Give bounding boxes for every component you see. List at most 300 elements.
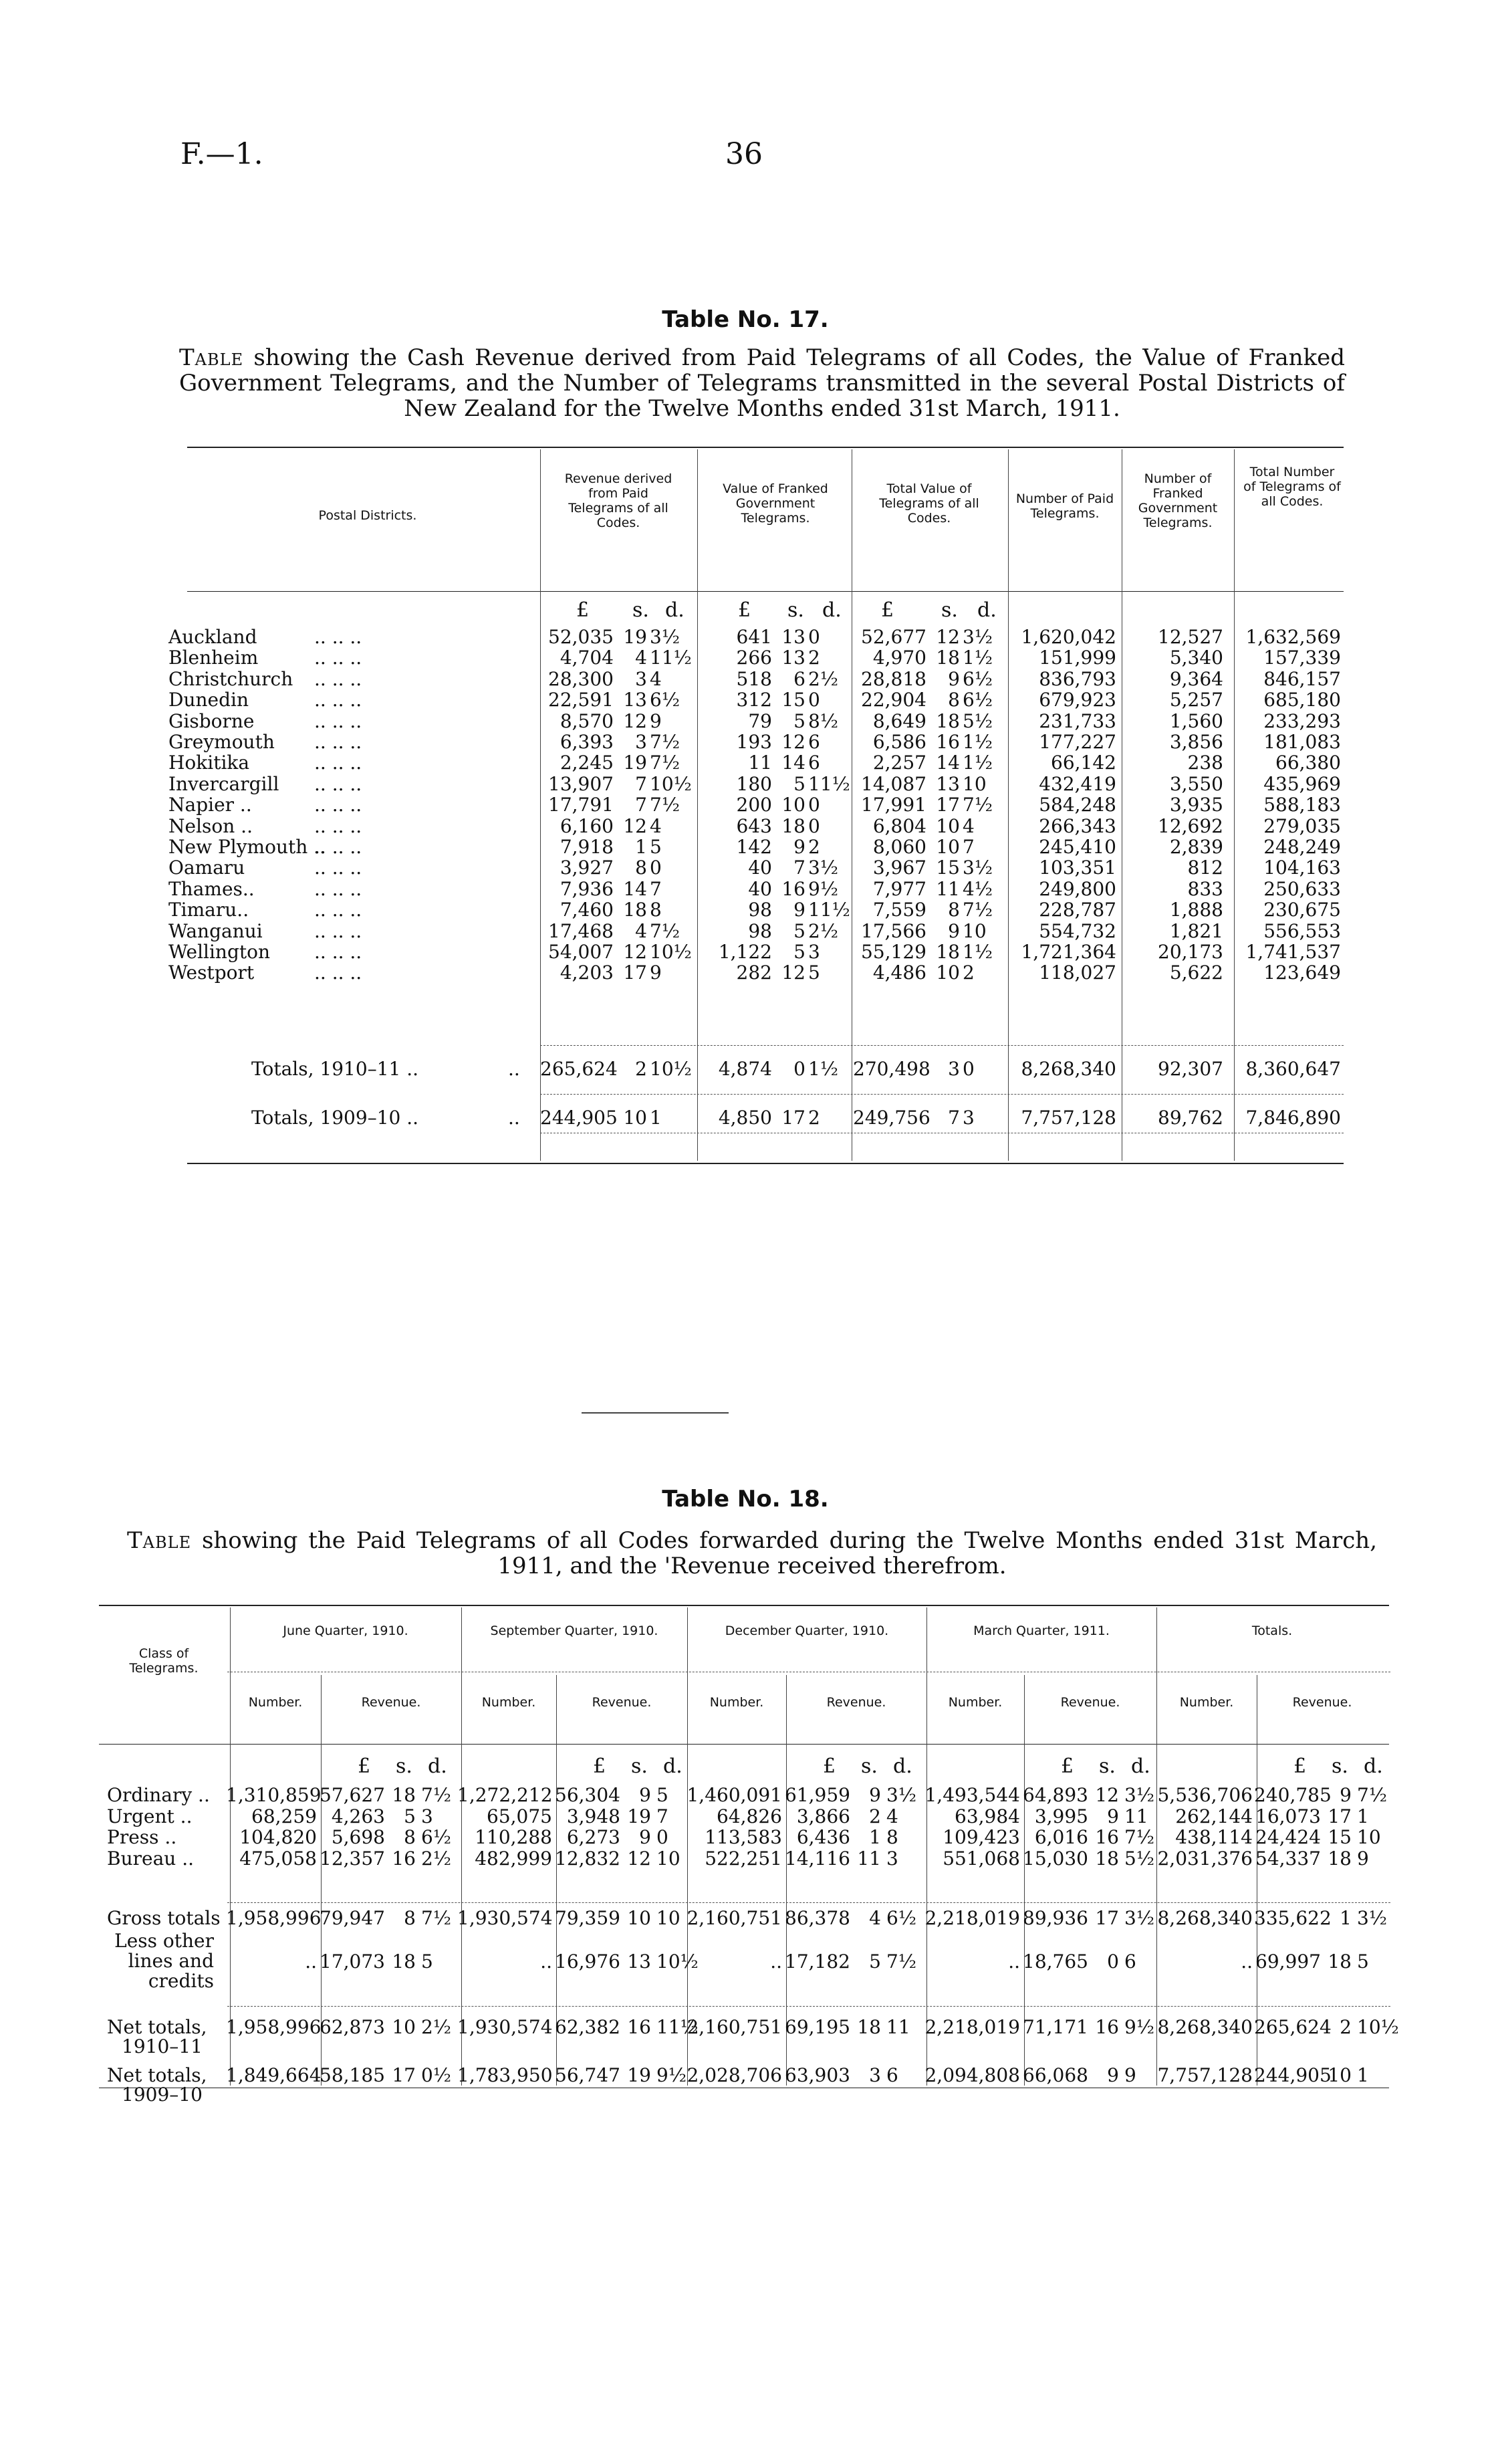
table17-franked-number: 12,692	[1158, 814, 1223, 837]
table18-row-shillings: 9	[1340, 1784, 1352, 1806]
table17-revenue-pounds: 8,570	[560, 709, 614, 732]
table18-head-quarter: June Quarter, 1910.	[283, 1623, 408, 1638]
table17-revenue-shillings: 4	[635, 919, 647, 942]
table17-franked-number: 833	[1187, 877, 1223, 900]
table18-head-revenue: Revenue.	[1292, 1695, 1352, 1710]
table17-franked-value-pounds: 98	[748, 899, 772, 921]
table17-total-value-pence: 6½	[963, 689, 993, 711]
table18-net-shillings: 16	[627, 2016, 651, 2038]
table17-total-value-shillings: 8	[948, 689, 960, 711]
table17-totals-franked-number: 92,307	[1158, 1058, 1223, 1080]
table18-gross-label: Gross totals	[107, 1907, 221, 1929]
table17-paid-number: 836,793	[1039, 667, 1116, 690]
table17-totals-franked-value-pence: 2	[808, 1107, 820, 1129]
table18-row-shillings: 16	[392, 1847, 416, 1870]
table17-district-label: Nelson ..	[168, 814, 253, 837]
t18-unit-pound: £	[1061, 1755, 1074, 1778]
table17-revenue-pence: 11½	[650, 647, 692, 669]
table18-head-revenue: Revenue.	[826, 1695, 886, 1710]
table17-paid-number: 1,721,364	[1021, 941, 1116, 963]
t17-unit-pound: £	[881, 598, 894, 622]
table17-total-value-pounds: 17,566	[861, 919, 926, 942]
table17-total-value-pence: 10	[963, 919, 987, 942]
table17-district-label: Wellington	[168, 941, 271, 963]
table17-total-number: 1,741,537	[1245, 941, 1341, 963]
table18-row-number: 1,460,091	[687, 1784, 782, 1806]
table17-franked-number: 1,888	[1169, 899, 1223, 921]
table17-totals-franked-number: 89,762	[1158, 1107, 1223, 1129]
table18-less-pence: 5	[1357, 1950, 1369, 1973]
table17-leader-dots: .. .. ..	[314, 709, 362, 732]
table17-total-value-pounds: 4,970	[872, 647, 926, 669]
table18-title: Table No. 18.	[662, 1486, 829, 1513]
table18-row-pounds: 57,627	[320, 1784, 385, 1806]
table17-franked-value-shillings: 7	[793, 857, 805, 879]
table17-total-value-pounds: 7,977	[872, 877, 926, 900]
table17-franked-value-pounds: 518	[736, 667, 772, 690]
table18-row-shillings: 8	[404, 1826, 416, 1848]
table17-revenue-shillings: 18	[623, 899, 647, 921]
table18-class-label: Urgent ..	[107, 1805, 193, 1827]
table17-leader-dots: .. .. ..	[314, 667, 362, 690]
table17-total-value-pence: 3½	[963, 857, 993, 879]
table17-revenue-pounds: 52,035	[548, 626, 614, 648]
table17-total-value-pounds: 6,586	[872, 731, 926, 753]
table17-paid-number: 266,343	[1039, 814, 1116, 837]
table18-row-pence: 3½	[1124, 1784, 1154, 1806]
table17-totals-revenue-shillings: 10	[623, 1107, 647, 1129]
table17-franked-value-pounds: 180	[736, 772, 772, 795]
table18-gross-shillings: 1	[1340, 1907, 1352, 1929]
table17-total-value-pounds: 28,818	[861, 667, 926, 690]
table18-net-pounds: 62,382	[555, 2016, 620, 2038]
table17-franked-value-pounds: 312	[736, 689, 772, 711]
table18-gross-pounds: 79,359	[555, 1907, 620, 1929]
t17-unit-d: d.	[977, 598, 997, 622]
table17-franked-value-shillings: 5	[793, 772, 805, 795]
table18-gross-rule	[227, 1902, 1390, 1903]
table17-total-number: 181,083	[1263, 731, 1341, 753]
table18-class-label: Bureau ..	[107, 1847, 194, 1870]
table18-row-number: 109,423	[943, 1826, 1020, 1848]
t17-unit-s: s.	[632, 598, 649, 622]
table17-revenue-pence: 7½	[650, 919, 680, 942]
table17-total-value-shillings: 18	[936, 709, 960, 732]
table18-row-shillings: 12	[627, 1847, 651, 1870]
table18-head-revenue: Revenue.	[592, 1695, 652, 1710]
table18-net-shillings: 9	[1107, 2064, 1119, 2086]
table17-paid-number: 228,787	[1039, 899, 1116, 921]
table17-total-number: 685,180	[1263, 689, 1341, 711]
table17-leader-dots: .. .. ..	[314, 919, 362, 942]
table17-total-value-shillings: 11	[936, 877, 960, 900]
table17-total-number: 104,163	[1263, 857, 1341, 879]
table18-head-class: Class of Telegrams.	[129, 1646, 199, 1676]
table17-revenue-pounds: 17,468	[548, 919, 614, 942]
table17-leader-dots: .. .. ..	[314, 962, 362, 984]
table17-total-value-shillings: 14	[936, 752, 960, 774]
table17-paid-number: 679,923	[1039, 689, 1116, 711]
table18-gross-shillings: 4	[869, 1907, 881, 1929]
table18-less-pounds: 16,976	[555, 1950, 620, 1973]
table18-less-pence: 6	[1124, 1950, 1136, 1973]
table17-franked-value-shillings: 16	[781, 877, 805, 900]
table18-less-shillings: 0	[1107, 1950, 1119, 1973]
table18-head-number: Number.	[709, 1695, 764, 1710]
table17-totals-revenue-pence: 1	[650, 1107, 662, 1129]
table18-gross-number: 2,160,751	[687, 1907, 782, 1929]
table18-row-pence: 3	[421, 1805, 433, 1827]
table18-gross-pounds: 335,622	[1254, 1907, 1332, 1929]
table18-top-rule	[99, 1605, 1389, 1606]
table18-caption-lead: Table	[127, 1527, 192, 1554]
table17-franked-value-pence: 2½	[808, 667, 838, 690]
table17-franked-number: 1,821	[1169, 919, 1223, 942]
table18-gross-pence: 7½	[421, 1907, 451, 1929]
table18-row-shillings: 9	[1107, 1805, 1119, 1827]
table17-paid-number: 584,248	[1039, 794, 1116, 816]
table18-gross-shillings: 10	[627, 1907, 651, 1929]
table17-franked-number: 3,935	[1169, 794, 1223, 816]
table17-revenue-shillings: 12	[623, 941, 647, 963]
table17-revenue-pence: 4	[650, 667, 662, 690]
table18-row-pence: 0	[656, 1826, 668, 1848]
table17-paid-number: 1,620,042	[1021, 626, 1116, 648]
table17-revenue-pounds: 2,245	[560, 752, 614, 774]
table18-net-pence: 1	[1357, 2064, 1369, 2086]
table17-franked-value-shillings: 9	[793, 899, 805, 921]
table17-district-label: Oamaru	[168, 857, 245, 879]
table17-district-label: Blenheim	[168, 647, 259, 669]
table17-total-value-pence: 1½	[963, 941, 993, 963]
table17-paid-number: 249,800	[1039, 877, 1116, 900]
table18-less-label: credits	[148, 1970, 214, 1992]
table17-district-label: New Plymouth ..	[168, 836, 326, 858]
table17-franked-number: 20,173	[1158, 941, 1223, 963]
table18-less-shillings: 5	[869, 1950, 881, 1973]
table17-revenue-pounds: 4,704	[560, 647, 614, 669]
table18-less-number: ..	[1241, 1950, 1253, 1973]
table17-revenue-pence: 10½	[650, 772, 692, 795]
table18-row-pounds: 16,073	[1255, 1805, 1321, 1827]
table18-row-number: 1,272,212	[457, 1784, 553, 1806]
t17-unit-pound: £	[576, 598, 590, 622]
t18-unit-d: d.	[1364, 1755, 1383, 1778]
table18-less-label: Less other	[114, 1930, 214, 1952]
table18-class-label: Press ..	[107, 1826, 177, 1848]
table17-district-label: Invercargill	[168, 772, 279, 795]
table18-net-pence: 9½	[1124, 2016, 1154, 2038]
table17-franked-value-pounds: 142	[736, 836, 772, 858]
table17-caption-text: showing the Cash Revenue derived from Paid Telegrams of all Codes, the Value of Franked Government Telegrams, and the Number of Telegrams transmitted in the several Postal Districts of New Zealand for the Twelve Months ended 31st March, 1911.	[179, 344, 1345, 422]
table17-revenue-shillings: 4	[635, 647, 647, 669]
table18-row-pence: 7	[656, 1805, 668, 1827]
table18-net-pounds: 62,873	[320, 2016, 385, 2038]
table18-row-pence: 1	[1357, 1805, 1369, 1827]
table17-total-value-pounds: 3,967	[872, 857, 926, 879]
table18-less-number: ..	[1008, 1950, 1020, 1973]
table18-gross-pence: 3½	[1124, 1907, 1154, 1929]
table18-row-pence: 11	[1124, 1805, 1148, 1827]
table18-net-label: Net totals,	[107, 2016, 207, 2038]
table18-row-pounds: 3,995	[1034, 1805, 1088, 1827]
table17-total-value-pence: 1½	[963, 731, 993, 753]
table18-row-pounds: 61,959	[785, 1784, 850, 1806]
table17-head-franked-value: Value of Franked Government Telegrams.	[723, 481, 828, 526]
table18-row-number: 262,144	[1175, 1805, 1253, 1827]
table17-revenue-pence: 10½	[650, 941, 692, 963]
table18-row-pounds: 6,273	[566, 1826, 620, 1848]
table17-head-district: Postal Districts.	[318, 508, 417, 523]
table17-revenue-shillings: 3	[635, 731, 647, 753]
table18-row-number: 1,310,859	[226, 1784, 322, 1806]
table17-franked-value-pence: 2	[808, 836, 820, 858]
table18-row-pounds: 14,116	[785, 1847, 850, 1870]
table17-totals-total-value-pence: 0	[963, 1058, 975, 1080]
table18-row-number: 482,999	[475, 1847, 552, 1870]
table17-revenue-pence: 3½	[650, 626, 680, 648]
table17-total-number: 157,339	[1263, 647, 1341, 669]
t17-unit-pound: £	[738, 598, 751, 622]
table17-revenue-shillings: 8	[635, 857, 647, 879]
table17-leader-dots: .. .. ..	[314, 941, 362, 963]
table17-leader-dots: .. .. ..	[314, 752, 362, 774]
table18-row-shillings: 5	[404, 1805, 416, 1827]
table17-total-number: 279,035	[1263, 814, 1341, 837]
table17-franked-value-pounds: 1,122	[718, 941, 772, 963]
table18-gross-number: 2,218,019	[924, 1907, 1020, 1929]
table17-district-label: Westport	[168, 962, 255, 984]
table18-net-pence: 0½	[421, 2064, 451, 2086]
table17-paid-number: 66,142	[1051, 752, 1116, 774]
table17-district-label: Hokitika	[168, 752, 250, 774]
table18-class-label: Ordinary ..	[107, 1784, 210, 1806]
table18-less-pounds: 17,182	[785, 1950, 850, 1973]
table18-net-number: 2,160,751	[687, 2016, 782, 2038]
t18-unit-s: s.	[861, 1755, 878, 1778]
table18-row-shillings: 18	[392, 1784, 416, 1806]
table18-net-pounds: 58,185	[320, 2064, 385, 2086]
table18-row-pence: 4	[886, 1805, 898, 1827]
table17-franked-value-pounds: 79	[748, 709, 772, 732]
table18-net-number: 2,218,019	[924, 2016, 1020, 2038]
table17-paid-number: 103,351	[1039, 857, 1116, 879]
table17-total-value-shillings: 15	[936, 857, 960, 879]
table17-total-value-pence: 7	[963, 836, 975, 858]
table17-total-value-shillings: 17	[936, 794, 960, 816]
table17-total-value-pence: 4	[963, 814, 975, 837]
table17-total-value-pence: 3½	[963, 626, 993, 648]
table17-totals-total-value-pounds: 249,756	[853, 1107, 930, 1129]
table18-net-pounds: 265,624	[1254, 2016, 1332, 2038]
table17-total-value-pence: 5½	[963, 709, 993, 732]
t18-unit-d: d.	[428, 1755, 447, 1778]
table18-row-pounds: 24,424	[1255, 1826, 1321, 1848]
table17-total-value-pence: 7½	[963, 899, 993, 921]
table18-net-shillings: 10	[392, 2016, 416, 2038]
table17-total-value-pence: 1½	[963, 752, 993, 774]
table17-leader-dots: .. .. ..	[314, 814, 362, 837]
table18-net-pence: 11	[886, 2016, 910, 2038]
table18-row-shillings: 9	[639, 1784, 651, 1806]
table18-row-pounds: 15,030	[1023, 1847, 1088, 1870]
table17-leader-dots: .. .. ..	[314, 689, 362, 711]
table18-gross-pounds: 89,936	[1023, 1907, 1088, 1929]
table18-head-number: Number.	[248, 1695, 303, 1710]
table17-paid-number: 245,410	[1039, 836, 1116, 858]
table17-franked-number: 2,839	[1169, 836, 1223, 858]
table18-net-number: 1,849,664	[226, 2064, 322, 2086]
table17-revenue-shillings: 7	[635, 794, 647, 816]
table18-less-label: lines and	[128, 1950, 214, 1972]
table17-franked-value-pence: 6	[808, 752, 820, 774]
table17-franked-value-pence: 2½	[808, 919, 838, 942]
table17-district-label: Dunedin	[168, 689, 249, 711]
table17-total-number: 123,649	[1263, 962, 1341, 984]
table17-total-value-pounds: 4,486	[872, 962, 926, 984]
table18-net-pounds: 63,903	[785, 2064, 850, 2086]
table17-leader-dots: ..	[508, 1107, 520, 1129]
table17-total-value-pounds: 55,129	[861, 941, 926, 963]
table18-head-quarter: December Quarter, 1910.	[725, 1623, 889, 1638]
table18-less-pence: 10½	[656, 1950, 699, 1973]
table18-gross-shillings: 17	[1095, 1907, 1119, 1929]
table18-net-shillings: 19	[627, 2064, 651, 2086]
table18-less-pounds: 17,073	[320, 1950, 385, 1973]
table17-district-label: Timaru..	[168, 899, 249, 921]
table17-revenue-pounds: 6,160	[560, 814, 614, 837]
table18-caption-text: showing the Paid Telegrams of all Codes forwarded during the Twelve Months ended 31st March, 1911, and the 'Revenue received therefrom.	[201, 1527, 1377, 1579]
t18-unit-d: d.	[893, 1755, 912, 1778]
table18-head-quarter: Totals.	[1251, 1623, 1293, 1638]
table17-total-number: 435,969	[1263, 772, 1341, 795]
table17-total-value-pounds: 17,991	[861, 794, 926, 816]
table17-leader-dots: .. .. ..	[314, 857, 362, 879]
table17-franked-number: 238	[1187, 752, 1223, 774]
table17-franked-value-pence: 0	[808, 794, 820, 816]
table18-row-number: 475,058	[239, 1847, 317, 1870]
table17-revenue-pence: 9	[650, 962, 662, 984]
table18-net-number: 7,757,128	[1157, 2064, 1253, 2086]
table17-revenue-pence: 4	[650, 814, 662, 837]
table17-total-number: 230,675	[1263, 899, 1341, 921]
table17-total-value-shillings: 16	[936, 731, 960, 753]
table17-revenue-shillings: 14	[623, 877, 647, 900]
table18-row-number: 64,826	[717, 1805, 782, 1827]
table17-franked-number: 1,560	[1169, 709, 1223, 732]
table17-totals-franked-value-pence: 1½	[808, 1058, 838, 1080]
t18-unit-s: s.	[1099, 1755, 1116, 1778]
table17-leader-dots: .. .. ..	[314, 731, 362, 753]
t18-unit-pound: £	[358, 1755, 371, 1778]
table17-franked-value-pence: 9½	[808, 877, 838, 900]
table17-leader-dots: .. .. ..	[314, 899, 362, 921]
table17-revenue-pounds: 28,300	[548, 667, 614, 690]
table17-franked-value-shillings: 14	[781, 752, 805, 774]
table17-franked-value-shillings: 18	[781, 814, 805, 837]
table17-head-total-value: Total Value of Telegrams of all Codes.	[879, 481, 979, 526]
table17-revenue-pence: 6½	[650, 689, 680, 711]
table17-revenue-pounds: 13,907	[548, 772, 614, 795]
table17-total-number: 250,633	[1263, 877, 1341, 900]
table18-net-shillings: 10	[1328, 2064, 1352, 2086]
table17-totals-paid-number: 7,757,128	[1021, 1107, 1116, 1129]
t17-unit-d: d.	[665, 598, 685, 622]
table17-revenue-shillings: 19	[623, 752, 647, 774]
table17-total-value-pounds: 7,559	[872, 899, 926, 921]
table18-row-pence: 5	[656, 1784, 668, 1806]
table18-row-number: 104,820	[239, 1826, 317, 1848]
page-number: 36	[725, 137, 763, 171]
table18-net-rule	[227, 2006, 1390, 2007]
table18-head-quarter: September Quarter, 1910.	[490, 1623, 658, 1638]
table17-total-number: 588,183	[1263, 794, 1341, 816]
table18-row-shillings: 19	[627, 1805, 651, 1827]
table17-franked-number: 5,622	[1169, 962, 1223, 984]
table17-franked-number: 3,550	[1169, 772, 1223, 795]
table18-row-pence: 5½	[1124, 1847, 1154, 1870]
table18-row-pounds: 3,948	[566, 1805, 620, 1827]
table18-net-number: 8,268,340	[1157, 2016, 1253, 2038]
table17-franked-value-shillings: 12	[781, 962, 805, 984]
t18-unit-pound: £	[823, 1755, 836, 1778]
table18-net-number: 1,783,950	[457, 2064, 553, 2086]
t18-unit-s: s.	[396, 1755, 412, 1778]
table18-row-pence: 7½	[421, 1784, 451, 1806]
table17-revenue-pounds: 7,936	[560, 877, 614, 900]
table18-head-revenue: Revenue.	[361, 1695, 421, 1710]
table17-leader-dots: .. .. ..	[314, 772, 362, 795]
table18-net-pounds: 244,905	[1254, 2064, 1332, 2086]
table17-district-label: Thames..	[168, 877, 255, 900]
table17-franked-value-pence: 3½	[808, 857, 838, 879]
table17-district-label: Napier ..	[168, 794, 252, 816]
table18-less-pounds: 18,765	[1023, 1950, 1088, 1973]
table18-row-pence: 9	[1357, 1847, 1369, 1870]
table17-paid-number: 554,732	[1039, 919, 1116, 942]
table17-revenue-pence: 0	[650, 857, 662, 879]
t18-unit-d: d.	[663, 1755, 682, 1778]
table17-revenue-pence: 7½	[650, 794, 680, 816]
table17-totals-revenue-pounds: 244,905	[540, 1107, 618, 1129]
table17-revenue-pounds: 7,918	[560, 836, 614, 858]
table18-gross-number: 1,958,996	[226, 1907, 322, 1929]
table18-net-label: 1909–10	[122, 2084, 203, 2106]
table18-row-pounds: 12,832	[555, 1847, 620, 1870]
table17-head-franked-number: Number of Franked Government Telegrams.	[1138, 471, 1218, 530]
table18-head-number: Number.	[1179, 1695, 1234, 1710]
table17-totals-franked-value-shillings: 0	[793, 1058, 805, 1080]
table17-franked-value-pounds: 193	[736, 731, 772, 753]
table17-revenue-pence: 7½	[650, 731, 680, 753]
table17-franked-value-shillings: 9	[793, 836, 805, 858]
table17-leader-dots: .. .. ..	[314, 626, 362, 648]
table17-district-label: Auckland	[168, 626, 257, 648]
table18-net-pounds: 69,195	[785, 2016, 850, 2038]
table17-district-label: Wanganui	[168, 919, 263, 942]
table17-franked-value-pounds: 643	[736, 814, 772, 837]
t17-unit-s: s.	[941, 598, 958, 622]
table17-franked-number: 12,527	[1158, 626, 1223, 648]
table17-franked-value-pounds: 266	[736, 647, 772, 669]
table17-total-value-pounds: 6,804	[872, 814, 926, 837]
table17-total-value-pence: 7½	[963, 794, 993, 816]
table18-row-pounds: 6,016	[1034, 1826, 1088, 1848]
table18-net-pounds: 71,171	[1023, 2016, 1088, 2038]
table18-row-shillings: 16	[1095, 1826, 1119, 1848]
table17-franked-number: 9,364	[1169, 667, 1223, 690]
table18-net-label: 1910–11	[122, 2035, 203, 2057]
